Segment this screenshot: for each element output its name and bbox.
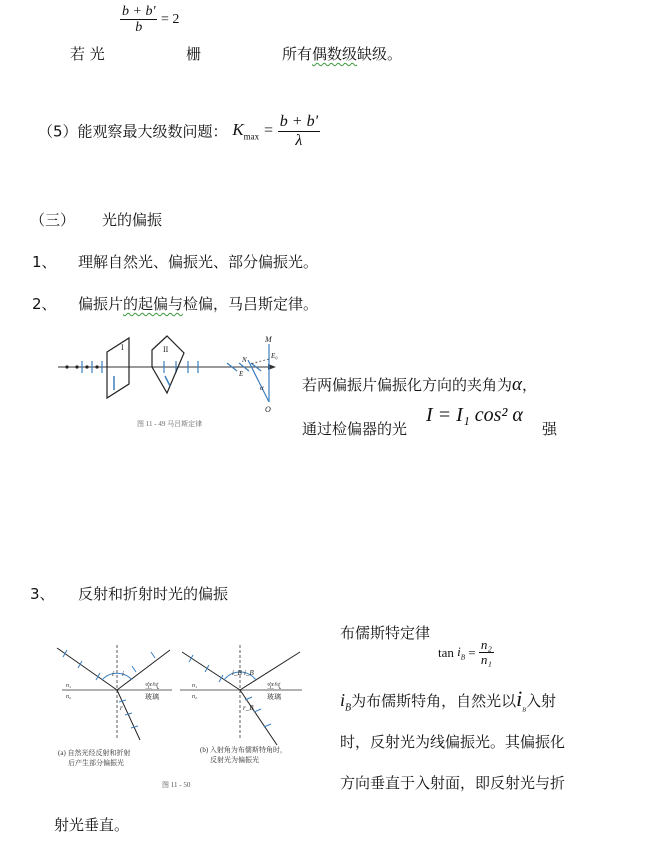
top-formula-rhs: = 2 [160, 12, 180, 28]
fig50-caption: 图 11 - 50 [162, 781, 191, 789]
brewster-line2: 时，反射光为线偏振光。其偏振化 [340, 733, 566, 751]
grating-part1: 若 光 [70, 45, 105, 63]
brewster-eq: = [468, 644, 476, 660]
line1-i: i [340, 690, 346, 710]
label-E0: E₀ [271, 352, 278, 360]
label-M: M [265, 335, 272, 344]
item2-under: 的起偏与 [123, 295, 184, 313]
section-heading [30, 209, 75, 230]
a-label-i2: i [122, 670, 124, 678]
polarizer-I [107, 338, 129, 398]
item1-num: 1、 [32, 253, 57, 271]
malus-alpha: α [512, 374, 522, 395]
line1-sub: B [345, 702, 352, 714]
grating-part4: 缺级。 [357, 45, 403, 63]
item5-den: λ [295, 131, 303, 149]
b-label-iB2: i_B [244, 669, 254, 677]
section-title-wrap [102, 209, 162, 230]
item5 [38, 113, 320, 149]
top-formula [120, 4, 179, 36]
grating-line [70, 43, 105, 64]
b-label-air: 空气 [267, 682, 281, 690]
item2-pre: 偏振片 [78, 295, 124, 313]
b-label-glass: 玻璃 [267, 693, 281, 701]
line1-i2: i [516, 686, 523, 711]
item2-post: 检偏，马吕斯定律。 [183, 295, 319, 313]
figure-malus [52, 330, 292, 430]
malus-line2 [302, 418, 407, 439]
item5-eq: = [263, 122, 273, 140]
brewster-line3: 方向垂直于入射面，即反射光与折 [340, 774, 566, 792]
line1-sub2: B [522, 707, 526, 714]
item2-text [78, 293, 318, 314]
a-caption-1: (a) 自然光经反射和折射 [58, 749, 131, 757]
item5-sub: max [243, 131, 260, 142]
brewster-num: n₂ [480, 637, 492, 652]
b-label-iB1: i_B [232, 669, 242, 677]
brewster-tan: tan [438, 644, 454, 660]
malus-line1 [302, 374, 537, 396]
a-label-n2: n₂ [66, 694, 72, 700]
label-N: N [242, 356, 247, 364]
fig49-caption: 图 11 - 49 马吕斯定律 [137, 420, 203, 428]
a-label-air: 空气 [145, 682, 159, 690]
grating-part2: 栅 [186, 45, 202, 63]
a-label-r: r [120, 704, 123, 712]
label-II: II [163, 345, 169, 354]
grating-part2-wrap [186, 43, 201, 64]
top-formula-num: b + b' [122, 4, 156, 19]
malus-line1-text: 若两偏振片偏振化方向的夹角为 [302, 376, 513, 394]
brewster-title: 布儒斯特定律 [340, 624, 431, 642]
label-alpha: α [260, 384, 264, 392]
label-I: I [121, 343, 124, 352]
item1-text: 理解自然光、偏振光、部分偏振光。 [78, 253, 319, 271]
section-label: （三） [30, 211, 76, 229]
label-O: O [265, 405, 271, 414]
b-label-n1: n₁ [192, 683, 198, 689]
brewster-line1 [340, 686, 556, 714]
figure-brewster [52, 640, 307, 800]
malus-line2-end: 强 [542, 420, 558, 438]
label-E: E [239, 370, 244, 378]
malus-line2-text: 通过检偏器的光 [302, 420, 408, 438]
section-title: 光的偏振 [102, 211, 163, 229]
brewster-den: n₁ [480, 652, 492, 668]
b-caption-1: (b) 入射角为布儒斯特角时， [200, 746, 287, 754]
item3-text: 反射和折射时光的偏振 [78, 585, 229, 603]
a-label-i1: i [112, 670, 114, 678]
item5-K: K [232, 120, 244, 140]
brewster-formula [438, 638, 494, 668]
b-caption-2: 反射光为偏振光 [210, 756, 259, 764]
line1-text: 为布儒斯特角，自然光以 [351, 692, 517, 710]
brewster-iB: i [457, 644, 461, 659]
item5-label: （5）能观察最大级数问题： [38, 122, 228, 141]
grating-underlined: 偶数级 [312, 45, 358, 63]
grating-part3-wrap [282, 43, 402, 64]
item3-num: 3、 [30, 585, 55, 603]
grating-part3: 所有 [282, 45, 313, 63]
line1-end: 入射 [525, 692, 556, 710]
malus-formula: I = I₁ cos² α [426, 404, 523, 426]
brewster-iB-sub: B [460, 653, 466, 662]
malus-comma: ， [522, 376, 538, 394]
top-formula-den: b [135, 20, 143, 36]
b-label-n2: n₂ [192, 694, 198, 700]
item2-num: 2、 [32, 295, 57, 313]
brewster-line4: 射光垂直。 [54, 816, 130, 834]
item5-num: b + b' [279, 113, 318, 130]
a-caption-2: 后产生部分偏振光 [68, 759, 124, 767]
a-label-n1: n₁ [66, 683, 72, 689]
a-label-glass: 玻璃 [145, 693, 159, 701]
b-label-rB: r_B [243, 704, 254, 712]
